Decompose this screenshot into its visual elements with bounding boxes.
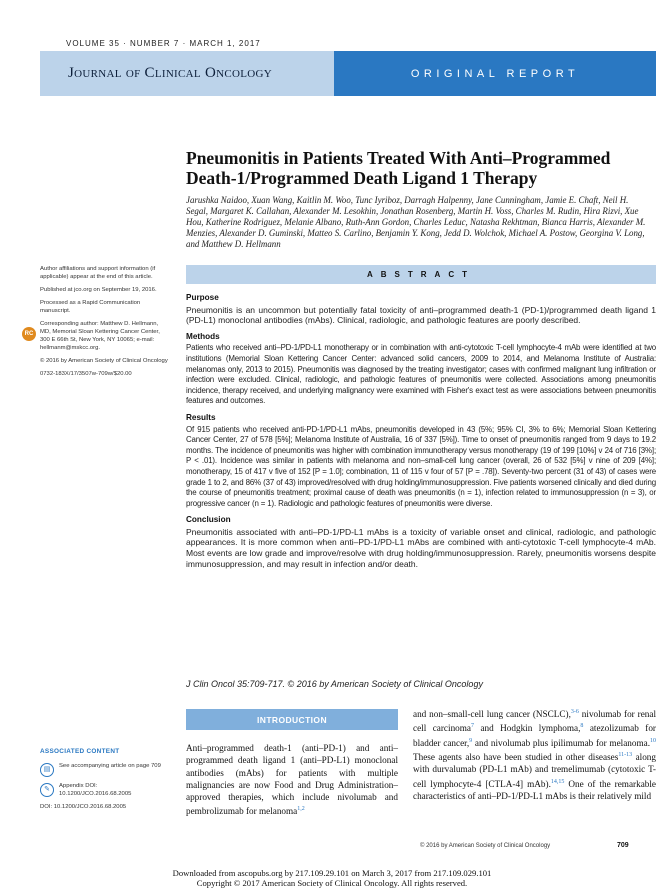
- results-heading: Results: [186, 412, 216, 422]
- reference-link[interactable]: 11-13: [618, 752, 633, 759]
- conclusion-heading: Conclusion: [186, 515, 231, 525]
- article-doi[interactable]: DOI: 10.1200/JCO.2016.68.2005: [40, 804, 127, 811]
- section-label: ORIGINAL REPORT: [410, 67, 580, 80]
- reference-link[interactable]: 9: [469, 737, 473, 744]
- journal-box: [40, 51, 334, 96]
- methods-text: Patients who received anti–PD-1/PD-L1 monotherapy or in combination with anti-cytotoxic T-cell lymphocyte-4 mAb were identified at two institutions (Memorial Sloan Kettering Cancer Center: advanced solid cancers, 2009 to 2014, and Melanoma Institute of Australia: melanomas only, 2013 to 2015). Pneumonitis was diagnosed by the treating investigator; cases with confirmed malignant lung infiltration or infection were excluded. Clinical, radiologic, and pathologic features of pneumonitis were collected. Associations among pneumonitis incidence, therapy received, and underlying malignancy were examined with Fisher's exact test as were associations between pneumonitis features and outcomes.: [186, 343, 656, 406]
- copyright-note: © 2016 by American Society of Clinical Oncology: [40, 358, 168, 364]
- citation: J Clin Oncol 35:709-717. © 2016 by American Society of Clinical Oncology: [186, 679, 483, 689]
- corresponding-author: Corresponding author: Matthew D. Hellmann, MD, Memorial Sloan Kettering Cancer Center, 300 E 66th St, New York, NY 10065; e-mail: hellmanm@mskcc.org.: [40, 321, 160, 351]
- intro-text: and non–small-cell lung cancer (NSCLC),: [413, 709, 571, 720]
- article-info-sidebar: [24, 265, 168, 383]
- section-box: [334, 51, 656, 96]
- intro-text: and nivolumab plus ipilimumab for melanoma.: [472, 737, 650, 748]
- copyright-line: Copyright © 2017 American Society of Clinical Oncology. All rights reserved.: [196, 878, 468, 888]
- methods-heading: Methods: [186, 331, 220, 341]
- journal-header: [40, 51, 656, 96]
- rapid-communication-icon: RC: [22, 327, 36, 341]
- intro-column-left: [186, 742, 398, 818]
- appendix-text: Appendix DOI: 10.1200/JCO.2016.68.2005: [59, 783, 132, 797]
- reference-link[interactable]: 1,2: [297, 806, 305, 813]
- issn-note: 0732-183X/17/3507w-709w/$20.00: [40, 371, 132, 377]
- page-number: 709: [617, 842, 629, 849]
- reference-link[interactable]: 3-6: [570, 709, 579, 715]
- associated-content: [40, 748, 170, 810]
- intro-text: atezolizumab for bladder cancer,: [413, 723, 656, 748]
- intro-text: One of the remarkable characteristics of anti–PD-1/PD-L1 mAbs is their relatively mild: [413, 778, 656, 802]
- introduction-label: INTRODUCTION: [257, 714, 327, 725]
- introduction-header: [186, 709, 398, 730]
- associated-content-title: ASSOCIATED CONTENT: [40, 748, 120, 755]
- abstract-header: [186, 265, 656, 284]
- intro-text: and Hodgkin lymphoma,: [473, 723, 581, 734]
- document-icon: ✎: [40, 783, 54, 797]
- intro-column-right: [413, 706, 656, 802]
- reference-link[interactable]: 10: [650, 737, 656, 744]
- intro-text: along with durvalumab (PD-L1 mAb) and tremelimumab (cytotoxic T-cell lymphocyte-4 [CTLA-4] mAb).: [413, 752, 656, 789]
- journal-name[interactable]: Journal of Clinical Oncology: [68, 65, 272, 81]
- reference-link[interactable]: 14,15: [550, 778, 565, 785]
- reference-link[interactable]: 7: [470, 723, 474, 730]
- abstract-body: [186, 293, 656, 575]
- intro-text: nivolumab for renal cell carcinoma: [413, 709, 656, 734]
- accompanying-article-link[interactable]: [40, 763, 170, 777]
- affiliations-note: Author affiliations and support information (if applicable) appear at the end of this article.: [40, 266, 156, 280]
- published-note: Published at jco.org on September 19, 2016.: [40, 287, 157, 293]
- article-icon: ▤: [40, 763, 54, 777]
- conclusion-text: Pneumonitis associated with anti–PD-1/PD-L1 mAbs is a toxicity of variable onset and clinical, radiologic, and pathologic appearances. It is more common when anti–PD-1/PD-L1 mAbs are combined with anti-cytotoxic T-cell lymphocyte-4 mAb. Most events are low grade and improve/resolve with drug holding/immunosuppression. Rarely, pneumonitis worsens despite immunosuppression, and may result in infection and/or death.: [186, 526, 656, 569]
- abstract-label: ABSTRACT: [367, 270, 475, 279]
- volume-line: VOLUME 35 · NUMBER 7 · MARCH 1, 2017: [66, 39, 261, 48]
- article-title: Pneumonitis in Patients Treated With Anti–Programmed Death-1/Programmed Death Ligand 1 Therapy: [186, 148, 611, 188]
- appendix-link[interactable]: [40, 783, 170, 798]
- intro-text: These agents also have been studied in other diseases: [413, 752, 619, 763]
- reference-link[interactable]: 8: [580, 723, 584, 730]
- author-list: Jarushka Naidoo, Xuan Wang, Kaitlin M. Woo, Tunc Iyriboz, Darragh Halpenny, Jane Cunningham, Jamie E. Chaft, Neil H. Segal, Margaret K. Callahan, Alexander M. Lesokhin, Jonathan Rosenberg, Martin H. Voss, Charles M. Rudin, Hira Rizvi, Xue Hou, Katherine Rodriguez, Melanie Albano, Ruth-Ann Gordon, Charles Leduc, Natasha Rekhtman, Bianca Harris, Alexander M. Menzies, Alexander D. Guminski, Matteo S. Carlino, Benjamin Y. Kong, Jedd D. Wolchok, Michael A. Postow, Georgina V. Long, and Matthew D. Hellmann: [186, 195, 646, 249]
- accompanying-article-text: See accompanying article on page 709: [59, 763, 161, 769]
- results-text: Of 915 patients who received anti-PD-1/PD-L1 mAbs, pneumonitis developed in 43 (5%; 95% CI, 3% to 6%; Memorial Sloan Kettering Cancer Center, 27 of 578 [5%]; Melanoma Institute of Australia, 16 of 337 [5%]). Time to onset of pneumonitis ranged from 9 days to 19.2 months. The incidence of pneumonitis was higher with combination immunotherapy versus monotherapy (19 of 199 [10%] v 24 of 716 [3%]; P < .01). Incidence was similar in patients with melanoma and non–small-cell lung cancer (overall, 26 of 532 [5%] v nine of 209 [4%]; monotherapy, 15 of 417 v five of 152 [P = 1.0]; combination, 11 of 115 v four of 57 [P = .78]). Seventy-two percent (31 of 43) of cases were grade 1 to 2, and 86% (37 of 43) improved/resolved with drug holding/immunosuppression. Five patients worsened clinically and died during the course of pneumonitis treatment; proximal cause of death was pneumonitis (n = 1), infection related to immunosuppression (n = 3), or progressive cancer (n = 1). Radiologic and pathologic features of pneumonitis were diverse.: [186, 424, 656, 508]
- purpose-heading: Purpose: [186, 293, 219, 302]
- download-line: Downloaded from ascopubs.org by 217.109.29.101 on March 3, 2017 from 217.109.029.101: [172, 868, 492, 878]
- rapid-communication-note: Processed as a Rapid Communication manuscript.: [40, 300, 141, 314]
- footer-copyright: © 2016 by American Society of Clinical Oncology: [420, 843, 551, 849]
- intro-text-left: Anti–programmed death-1 (anti–PD-1) and anti–programmed death ligand 1 (anti–PD-L1) monoclonal antibodies (mAbs) for patients with multiple malignancies are now Food and Drug Administration–approved therapies, which include nivolumab and pembrolizumab for melanoma: [186, 743, 398, 817]
- download-notice: [0, 868, 664, 888]
- purpose-text: Pneumonitis is an uncommon but potentially fatal toxicity of anti–programmed death-1 (PD-1)/programmed death ligand 1 (PD-L1) monoclonal antibodies (mAbs). Clinical, radiologic, and pathologic features are poorly described.: [186, 304, 656, 326]
